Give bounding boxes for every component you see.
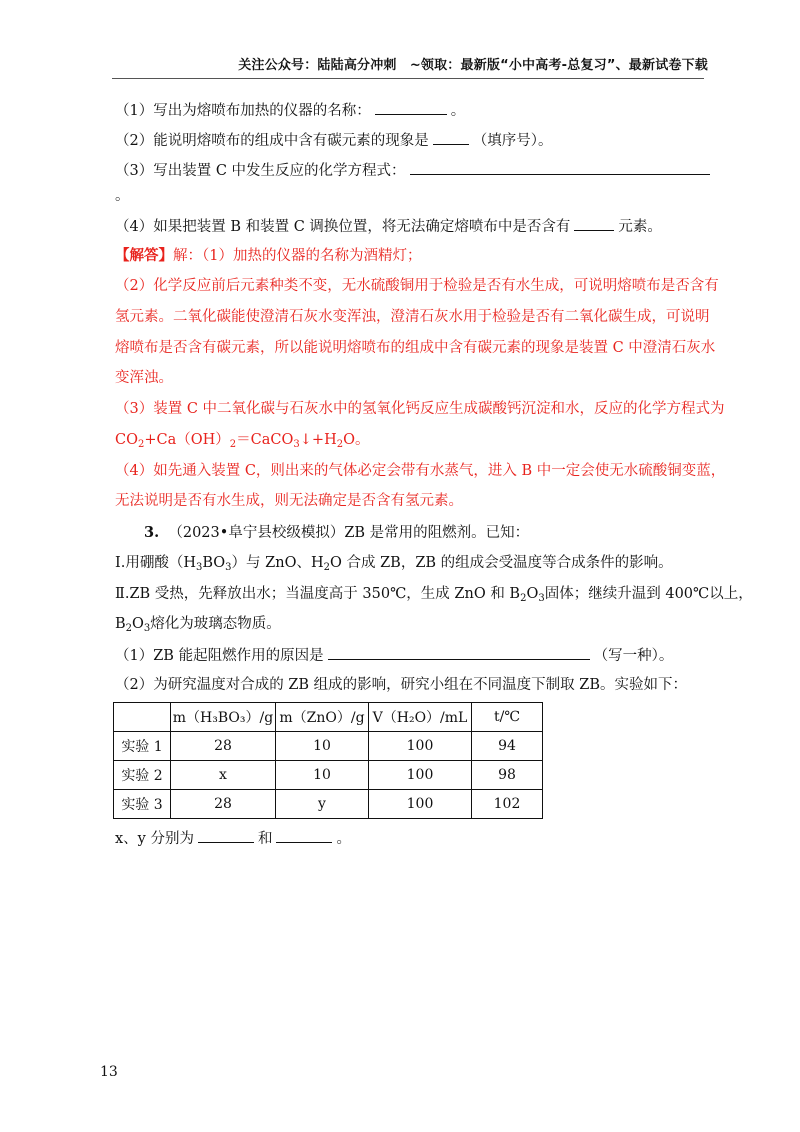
sub: 3	[143, 623, 151, 634]
table-cell: 10	[276, 761, 369, 790]
text-part: B	[115, 616, 126, 632]
sub: 2	[125, 623, 133, 634]
table-cell: 98	[472, 761, 543, 790]
eq-part: ＝CaCO	[236, 432, 294, 448]
question-2-text: （2）能说明熔喷布的组成中含有碳元素的现象是	[115, 133, 429, 149]
table-header-cell	[114, 703, 171, 732]
question-4-end: 元素。	[618, 219, 662, 235]
table-cell: x	[171, 761, 276, 790]
question-2-end: （填序号）。	[472, 133, 553, 149]
text-part: Ⅱ.ZB 受热，先释放出水；当温度高于 350℃，生成 ZnO 和 B	[115, 586, 521, 602]
eq-sub: 2	[336, 439, 344, 450]
table-header-cell: m（ZnO）/g	[276, 703, 369, 732]
table-cell: 102	[472, 790, 543, 819]
text-part: 熔化为玻璃态物质。	[150, 616, 281, 632]
eq-sub: 2	[137, 439, 145, 450]
answer-line-3: 氢元素。二氧化碳能使澄清石灰水变浑浊，澄清石灰水用于检验是否有二氧化碳生成，可说明	[115, 309, 710, 325]
eq-part: +Ca（OH）	[144, 432, 230, 448]
sub: 2	[520, 593, 527, 604]
question-1-text: （1）写出为熔喷布加热的仪器的名称：	[115, 103, 371, 119]
answer-blank	[328, 645, 590, 660]
text-part: Ⅰ.用硼酸（H	[115, 555, 196, 571]
sub: 2	[323, 562, 330, 573]
sub-question-2: （2）为研究温度对合成的 ZB 组成的影响，研究小组在不同温度下制取 ZB。实验如下：	[115, 677, 688, 693]
condition-2	[115, 584, 753, 604]
footer-text: x、y 分别为	[115, 831, 194, 847]
sub: 3	[225, 562, 232, 573]
question-number: 3.	[144, 524, 160, 541]
answer-blank	[375, 100, 447, 115]
header-divider	[112, 78, 704, 79]
footer-text: 和	[257, 831, 273, 847]
footer-text: 。	[336, 831, 351, 847]
answer-line-8: （4）如先通入装置 C，则出来的气体必定会带有水蒸气，进入 B 中一定会使无水硫酸铜变蓝，	[115, 463, 726, 479]
question-4	[115, 216, 662, 237]
page-number: 13	[100, 1064, 118, 1080]
table-header-row	[114, 703, 543, 732]
table-cell: 实验 2	[114, 761, 171, 790]
question-2	[115, 130, 552, 151]
table-cell: 实验 3	[114, 790, 171, 819]
answer-blank	[276, 828, 332, 843]
table-cell: 实验 1	[114, 732, 171, 761]
table-cell: 28	[171, 790, 276, 819]
page-header: 关注公众号：陆陆高分冲刺 ~领取：最新版“小中高考-总复习”、最新试卷下载	[238, 58, 708, 73]
answer-text: 解：（1）加热的仪器的名称为酒精灯；	[173, 248, 422, 264]
chemical-equation	[115, 430, 369, 450]
answer-blank	[433, 130, 469, 145]
table-cell: 28	[171, 732, 276, 761]
table-row	[114, 761, 543, 790]
table-header-cell: m（H₃BO₃）/g	[171, 703, 276, 732]
sub-question-1-text: （1）ZB 能起阻燃作用的原因是	[115, 648, 324, 664]
table-cell: 100	[369, 732, 472, 761]
answer-line-1	[115, 246, 421, 266]
eq-sub: 2	[229, 439, 237, 450]
question-3	[115, 160, 714, 181]
table-row	[114, 732, 543, 761]
table-cell: 94	[472, 732, 543, 761]
question-3-end: 。	[115, 188, 130, 204]
text-part: 固体；继续升温到 400℃以上，	[544, 586, 753, 602]
table-cell: 100	[369, 790, 472, 819]
table-cell: y	[276, 790, 369, 819]
text-part: O	[132, 616, 144, 632]
question-1-end: 。	[450, 103, 466, 119]
sub: 3	[195, 562, 203, 573]
text-part: ）与 ZnO、H	[231, 555, 324, 571]
table-footer-question	[115, 828, 351, 849]
table-header-cell: t/℃	[472, 703, 543, 732]
answer-tag: 【解答】	[115, 247, 173, 264]
answer-blank	[574, 216, 614, 231]
table-header-cell: V（H₂O）/mL	[369, 703, 472, 732]
table-cell: 10	[276, 732, 369, 761]
text-part: O 合成 ZB，ZB 的组成会受温度等合成条件的影响。	[329, 555, 673, 571]
answer-blank	[198, 828, 254, 843]
sub-question-1	[115, 645, 673, 666]
text-part: BO	[202, 555, 226, 571]
table-row	[114, 790, 543, 819]
answer-blank	[410, 160, 710, 175]
answer-line-2: （2）化学反应前后元素种类不变，无水硫酸铜用于检验是否有水生成，可说明熔喷布是否含有	[115, 278, 719, 294]
question-4-text: （4）如果把装置 B 和装置 C 调换位置，将无法确定熔喷布中是否含有	[115, 219, 571, 235]
eq-part: ↓+H	[299, 432, 337, 448]
text-part: O	[526, 586, 539, 602]
condition-2-cont	[115, 614, 281, 634]
question-1	[115, 100, 465, 121]
answer-line-6: （3）装置 C 中二氧化碳与石灰水中的氢氧化钙反应生成碳酸钙沉淀和水，反应的化学方程式为	[115, 401, 725, 417]
answer-line-5: 变浑浊。	[115, 370, 173, 386]
eq-sub: 3	[293, 439, 300, 450]
table-cell: 100	[369, 761, 472, 790]
eq-part: O。	[343, 432, 370, 448]
answer-line-4: 熔喷布是否含有碳元素，所以能说明熔喷布的组成中含有碳元素的现象是装置 C 中澄清石灰水	[115, 340, 716, 356]
question-3-text: （3）写出装置 C 中发生反应的化学方程式：	[115, 163, 406, 179]
question-3-title	[144, 523, 529, 543]
sub: 3	[538, 593, 545, 604]
experiment-table	[113, 702, 543, 819]
eq-part: CO	[115, 432, 138, 448]
sub-question-1-end: （写一种）。	[593, 648, 674, 664]
condition-1	[115, 553, 673, 573]
answer-line-9: 无法说明是否有水生成，则无法确定是否含有氢元素。	[115, 493, 463, 509]
question-title: （2023•阜宁县校级模拟）ZB 是常用的阻燃剂。已知：	[168, 525, 530, 541]
